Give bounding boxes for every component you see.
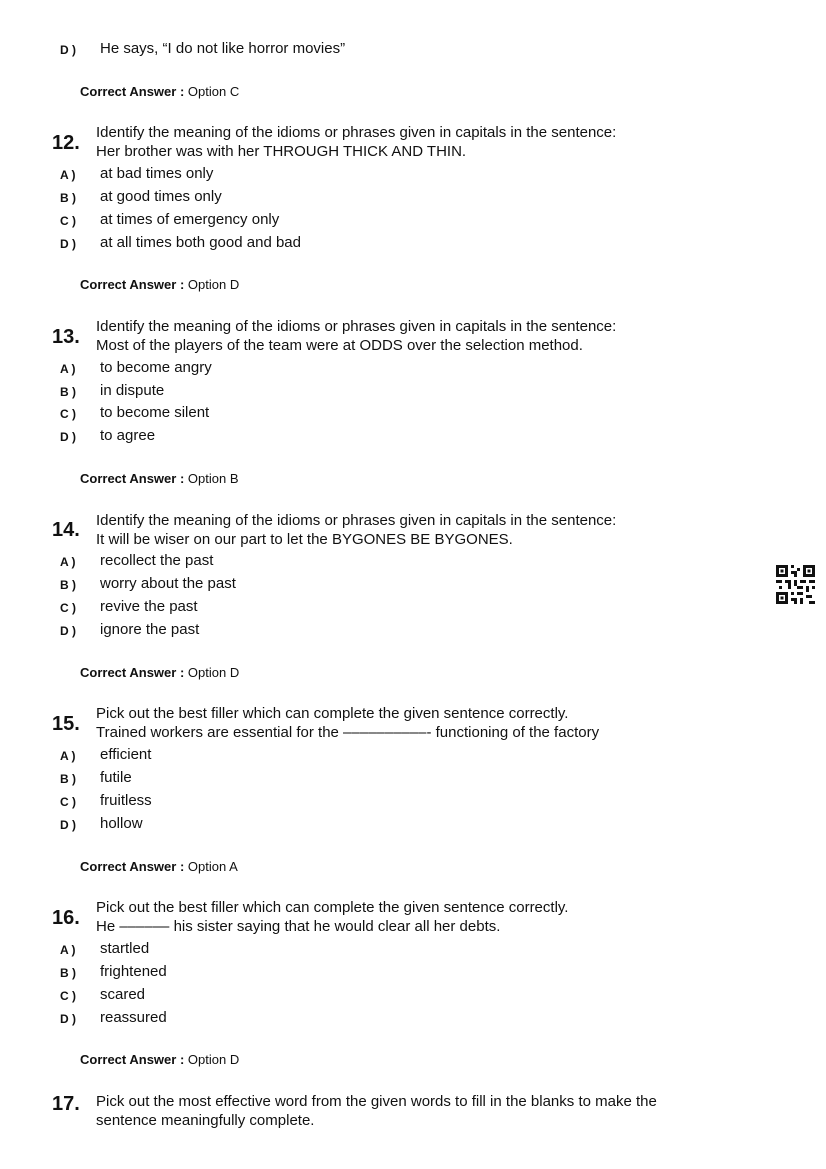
option-letter: D ) xyxy=(60,818,76,832)
option-letter: C ) xyxy=(60,795,76,809)
option-text: at good times only xyxy=(100,188,222,205)
question-line: Identify the meaning of the idioms or phrases given in capitals in the sentence: xyxy=(96,318,617,335)
option-text: to agree xyxy=(100,427,156,444)
option-text: scared xyxy=(100,986,146,1003)
option-letter: A ) xyxy=(60,749,76,763)
question-line: Pick out the best filler which can complete the given sentence correctly. xyxy=(96,899,569,916)
option-text: to become silent xyxy=(100,404,210,421)
question-number: 16. xyxy=(52,907,80,929)
option-text: at times of emergency only xyxy=(100,211,280,228)
question-line: It will be wiser on our part to let the BYGONES BE BYGONES. xyxy=(96,531,513,548)
option-letter: C ) xyxy=(60,407,76,421)
correct-answer xyxy=(80,1052,239,1067)
answer-value: Option D xyxy=(187,665,240,680)
option-text: efficient xyxy=(100,746,152,763)
answer-label: Correct Answer : xyxy=(80,277,185,292)
answer-label: Correct Answer : xyxy=(80,1052,185,1067)
correct-answer xyxy=(80,84,239,99)
option-letter: B ) xyxy=(60,772,76,786)
option-text: recollect the past xyxy=(100,552,214,569)
option-text: revive the past xyxy=(100,598,198,615)
option-text: ignore the past xyxy=(100,621,200,638)
answer-label: Correct Answer : xyxy=(80,84,185,99)
option-text: fruitless xyxy=(100,792,152,809)
answer-label: Correct Answer : xyxy=(80,665,185,680)
option-letter: D ) xyxy=(60,43,76,57)
answer-label: Correct Answer : xyxy=(80,859,185,874)
question-text xyxy=(96,123,776,161)
option-letter: D ) xyxy=(60,430,76,444)
correct-answer xyxy=(80,665,239,680)
question-number: 14. xyxy=(52,519,80,541)
option-letter: B ) xyxy=(60,966,76,980)
question-line: sentence meaningfully complete. xyxy=(96,1112,315,1129)
option-letter: B ) xyxy=(60,191,76,205)
option-letter: A ) xyxy=(60,168,76,182)
answer-label: Correct Answer : xyxy=(80,471,185,486)
option-letter: A ) xyxy=(60,555,76,569)
question-line: Trained workers are essential for the ––––––––––- functioning of the factory xyxy=(96,724,600,741)
correct-answer xyxy=(80,277,239,292)
option-letter: D ) xyxy=(60,1012,76,1026)
option-text: in dispute xyxy=(100,382,165,399)
option-text: at all times both good and bad xyxy=(100,234,301,251)
option-text: startled xyxy=(100,940,150,957)
option-letter: B ) xyxy=(60,578,76,592)
answer-value: Option B xyxy=(187,471,239,486)
answer-value: Option A xyxy=(187,859,238,874)
option-letter: A ) xyxy=(60,943,76,957)
option-text: He says, “I do not like horror movies” xyxy=(100,40,346,57)
option-letter: C ) xyxy=(60,601,76,615)
option-letter: D ) xyxy=(60,237,76,251)
option-letter: A ) xyxy=(60,362,76,376)
question-number: 15. xyxy=(52,713,80,735)
question-line: Identify the meaning of the idioms or phrases given in capitals in the sentence: xyxy=(96,124,617,141)
option-text: worry about the past xyxy=(100,575,236,592)
question-line: Pick out the most effective word from the given words to fill in the blanks to make the xyxy=(96,1093,657,1110)
question-line: Her brother was with her THROUGH THICK AND THIN. xyxy=(96,143,467,160)
question-text xyxy=(96,1092,776,1130)
option-letter: D ) xyxy=(60,624,76,638)
answer-value: Option D xyxy=(187,1052,240,1067)
question-text xyxy=(96,511,776,549)
correct-answer xyxy=(80,859,238,874)
question-line: He –––––– his sister saying that he would clear all her debts. xyxy=(96,918,501,935)
option-letter: C ) xyxy=(60,989,76,1003)
correct-answer xyxy=(80,471,239,486)
question-line: Most of the players of the team were at ODDS over the selection method. xyxy=(96,337,583,354)
question-number: 17. xyxy=(52,1093,80,1115)
question-number: 12. xyxy=(52,132,80,154)
option-text: frightened xyxy=(100,963,167,980)
question-number: 13. xyxy=(52,326,80,348)
option-text: to become angry xyxy=(100,359,212,376)
question-text xyxy=(96,898,776,936)
question-line: Identify the meaning of the idioms or phrases given in capitals in the sentence: xyxy=(96,512,617,529)
answer-value: Option C xyxy=(187,84,240,99)
question-line: Pick out the best filler which can complete the given sentence correctly. xyxy=(96,705,569,722)
question-text xyxy=(96,704,776,742)
option-text: reassured xyxy=(100,1009,167,1026)
option-letter: C ) xyxy=(60,214,76,228)
option-text: hollow xyxy=(100,815,143,832)
option-letter: B ) xyxy=(60,385,76,399)
answer-value: Option D xyxy=(187,277,240,292)
option-text: futile xyxy=(100,769,132,786)
option-text: at bad times only xyxy=(100,165,214,182)
question-text xyxy=(96,317,776,355)
qr-code-icon xyxy=(776,565,815,604)
